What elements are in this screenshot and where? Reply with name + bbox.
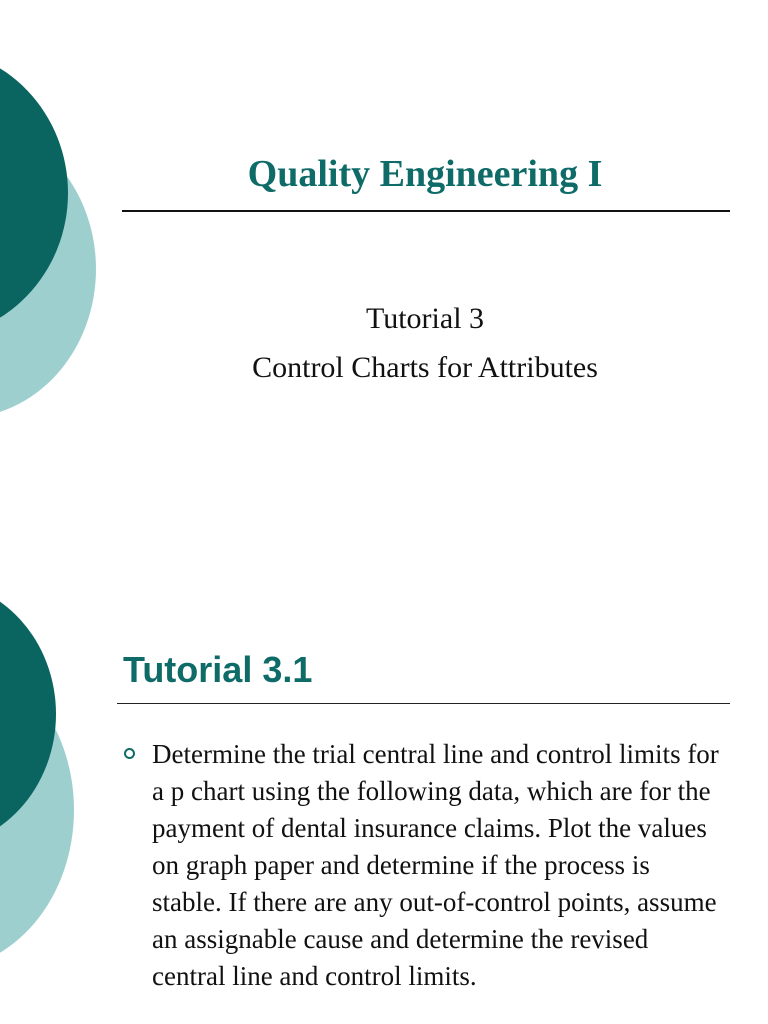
heading-divider	[117, 703, 730, 704]
slide-subtitle	[120, 294, 730, 392]
subtitle-line-topic: Control Charts for Attributes	[252, 351, 598, 384]
subtitle-line-tutorial: Tutorial 3	[365, 302, 485, 335]
content-slide	[0, 560, 768, 1024]
bullet-text: Determine the trial central line and control limits for a p chart using the following data, which are for the payment of dental insurance claims. Plot the values on graph paper and determine if the process is stable. If there are any out-of-control points, assume an assignable cause and determine the revised central line and control limits.	[152, 739, 719, 991]
title-divider	[122, 210, 730, 212]
slide-heading: Tutorial 3.1	[123, 649, 313, 690]
slide-title: Quality Engineering I	[247, 153, 603, 195]
hollow-circle-bullet-icon	[124, 748, 135, 759]
bullet-item	[124, 736, 724, 995]
